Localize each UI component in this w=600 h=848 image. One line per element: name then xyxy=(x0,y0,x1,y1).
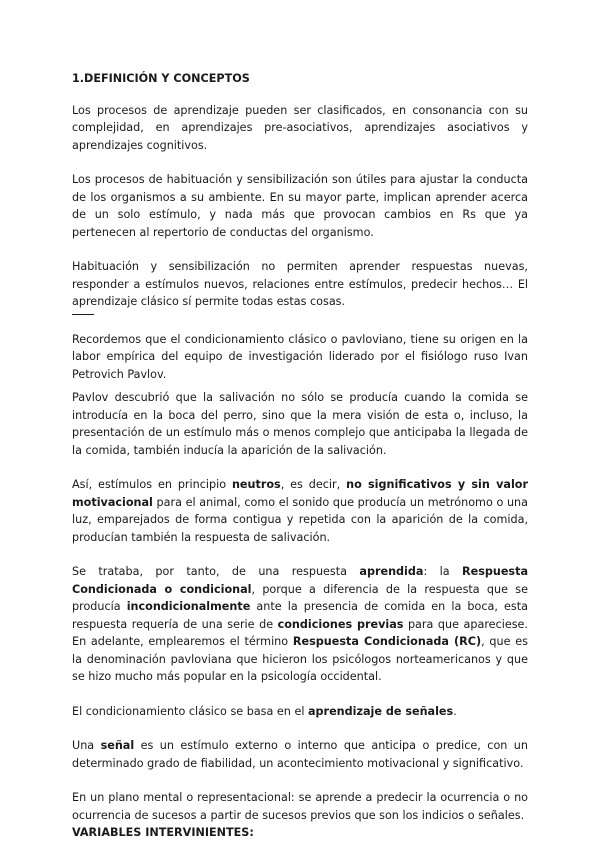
paragraph-habituation: Los procesos de habituación y sensibilización son útiles para ajustar la conducta de los organismos a su ambiente. En su mayor parte, implican aprender acerca de un solo estímulo, y nada más que provocan cambios en Rs que ya pertenecen al repertorio de conductas del organismo. xyxy=(72,173,528,239)
bold-term: no significativos y sin valor motivacional xyxy=(72,478,528,509)
bold-term: Respuesta Condicionada o condicional xyxy=(72,565,528,596)
bold-term: aprendida xyxy=(359,565,424,578)
text-run: El condicionamiento clásico se basa en el xyxy=(72,704,308,718)
text-run: , que es la denominación pavloviana que hicieron los psicólogos norteamericanos y que se hizo mucho más popular en la psicología occidental. xyxy=(72,635,528,683)
bold-term: señal xyxy=(100,739,135,752)
paragraph-pavlov-origin: Recordemos que el condicionamiento clásico o pavloviano, tiene su origen en la labor empírica del equipo de investigación liderado por el fisiólogo ruso Ivan Petrovich Pavlov. xyxy=(72,332,528,381)
bold-term: aprendizaje de señales xyxy=(308,704,454,718)
paragraph-neutral-stimuli xyxy=(72,476,528,546)
paragraph-signal-definition xyxy=(72,737,528,772)
bold-term: neutros xyxy=(231,478,281,491)
text-run: , es decir, xyxy=(280,478,347,491)
bold-term: incondicionalmente xyxy=(126,600,251,613)
text-run: Así, estímulos en principio xyxy=(72,478,232,491)
text-run: , porque a diferencia de la respuesta que se producía xyxy=(72,582,528,613)
text-run: : la xyxy=(423,565,463,578)
separator-line xyxy=(72,314,94,315)
paragraph-limits: Habituación y sensibilización no permiten aprender respuestas nuevas, responder a estímulos nuevos, relaciones entre estímulos, predecir hechos… El aprendizaje clásico sí permite todas estas cosas. xyxy=(72,260,528,308)
text-run: para que apareciese. En adelante, emplearemos el término xyxy=(72,617,528,648)
paragraph-pavlov-discovery: Pavlov descubrió que la salivación no sólo se producía cuando la comida se introducía en la boca del perro, sino que la mera visión de esta o, incluso, la presentación de un estímulo más o menos complejo que anticipaba la llegada de la comida, también inducía la aparición de la salivación. xyxy=(72,391,528,457)
paragraph-mental-plane: En un plano mental o representacional: se aprende a predecir la ocurrencia o no ocurrencia de sucesos a partir de sucesos previos que son los indicios o señales. xyxy=(72,791,528,822)
text-run: . xyxy=(453,704,457,718)
text-run: Se trataba, por tanto, de una respuesta xyxy=(72,565,360,578)
text-run: Una xyxy=(72,739,101,752)
bold-term: Respuesta Condicionada (RC) xyxy=(292,635,482,648)
text-run: para el animal, como el sonido que producía un metrónomo o una luz, emparejados de forma contigua y repetida con la aparición de la comida, producían también la respuesta de salivación. xyxy=(72,495,528,544)
paragraph-conditioned-response xyxy=(72,563,528,686)
bold-term: condiciones previas xyxy=(277,617,404,631)
text-run: es un estímulo externo o interno que anticipa o predice, con un determinado grado de fiabilidad, un acontecimiento motivacional y significativo. xyxy=(72,739,528,770)
paragraph-signal-learning xyxy=(72,703,528,721)
section-heading: 1.DEFINICIÓN Y CONCEPTOS xyxy=(72,72,250,85)
paragraph-learning-types: Los procesos de aprendizaje pueden ser clasificados, en consonancia con su complejidad, en aprendizajes pre-asociativos, aprendizajes asociativos y aprendizajes cognitivos. xyxy=(72,103,528,152)
subsection-heading: VARIABLES INTERVINIENTES: xyxy=(72,826,254,839)
text-run: ante la presencia de comida en la boca, esta respuesta requería de una serie de xyxy=(72,600,528,631)
